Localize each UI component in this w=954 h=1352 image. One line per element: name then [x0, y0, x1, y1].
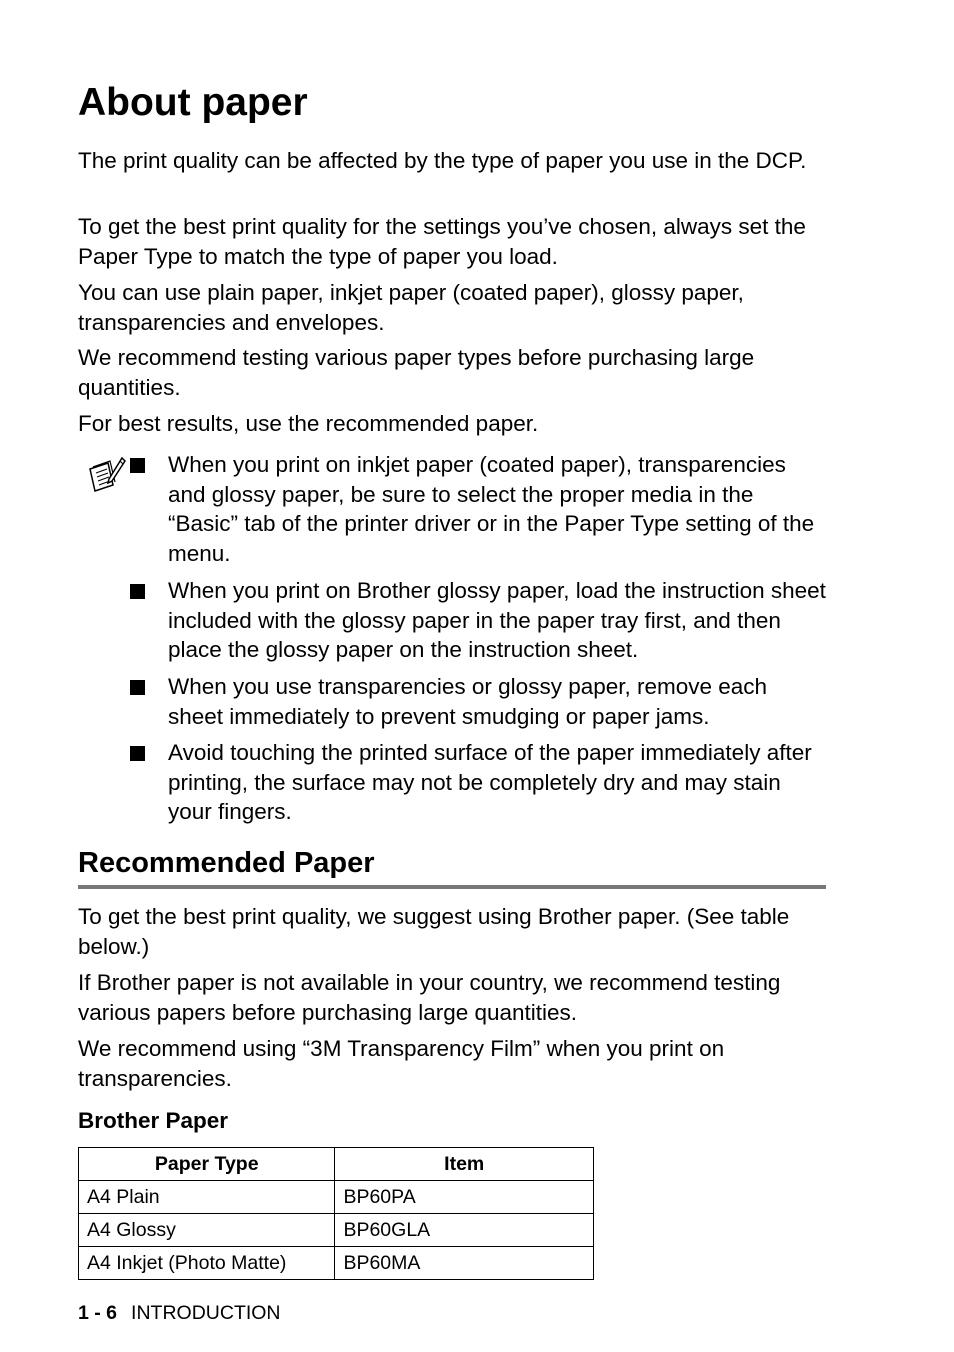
table-cell: BP60GLA: [335, 1214, 594, 1247]
intro-paragraph: To get the best print quality for the settings you’ve chosen, always set the Paper Type to match the type of paper you load.: [78, 214, 806, 269]
section-paragraph: We recommend using “3M Transparency Film” when you print on transparencies.: [78, 1036, 725, 1091]
bullet-square-icon: [130, 584, 145, 599]
table-cell: BP60MA: [335, 1247, 594, 1280]
section-paragraph: To get the best print quality, we suggest using Brother paper. (See table below.): [78, 904, 790, 959]
note-text: Avoid touching the printed surface of the paper immediately after printing, the surface may not be completely dry and may stain your fingers.: [168, 740, 812, 824]
table-row: [79, 1181, 594, 1214]
column-header: Paper Type: [79, 1148, 335, 1181]
intro-paragraph: We recommend testing various paper types before purchasing large quantities.: [78, 345, 755, 400]
column-header: Item: [335, 1148, 594, 1181]
note-text: When you use transparencies or glossy paper, remove each sheet immediately to prevent smudging or paper jams.: [168, 674, 768, 729]
note-text: When you print on Brother glossy paper, load the instruction sheet included with the glossy paper in the paper tray first, and then place the glossy paper on the instruction sheet.: [168, 578, 826, 662]
table-row: [79, 1214, 594, 1247]
intro-paragraph: You can use plain paper, inkjet paper (coated paper), glossy paper, transparencies and envelopes.: [78, 280, 744, 335]
table-header-row: [79, 1148, 594, 1181]
page-footer: [78, 1300, 281, 1326]
table-cell: A4 Inkjet (Photo Matte): [79, 1247, 335, 1280]
section-divider: [78, 885, 826, 889]
page-number: 1 - 6: [78, 1302, 118, 1324]
chapter-name: INTRODUCTION: [131, 1302, 281, 1324]
note-text: When you print on inkjet paper (coated paper), transparencies and glossy paper, be sure to select the proper media in the “Basic” tab of the printer driver or in the Paper Type setting of the menu.: [168, 452, 815, 566]
note-item: [130, 672, 826, 731]
note-pencil-icon: [86, 455, 126, 495]
section-title: Recommended Paper: [78, 847, 375, 879]
intro-paragraph: The print quality can be affected by the type of paper you use in the DCP.: [78, 148, 807, 173]
bullet-square-icon: [130, 458, 145, 473]
note-item: [130, 738, 826, 827]
brother-paper-table: [78, 1147, 594, 1280]
subsection-title: Brother Paper: [78, 1108, 229, 1133]
section-paragraph: If Brother paper is not available in your country, we recommend testing various papers before purchasing large quantities.: [78, 970, 781, 1025]
table-row: [79, 1247, 594, 1280]
page-title: About paper: [78, 81, 308, 124]
bullet-square-icon: [130, 746, 145, 761]
intro-paragraph: For best results, use the recommended paper.: [78, 411, 539, 436]
note-item: [130, 576, 826, 665]
bullet-square-icon: [130, 680, 145, 695]
table-cell: A4 Plain: [79, 1181, 335, 1214]
note-item: [130, 450, 826, 568]
table-cell: BP60PA: [335, 1181, 594, 1214]
table-cell: A4 Glossy: [79, 1214, 335, 1247]
